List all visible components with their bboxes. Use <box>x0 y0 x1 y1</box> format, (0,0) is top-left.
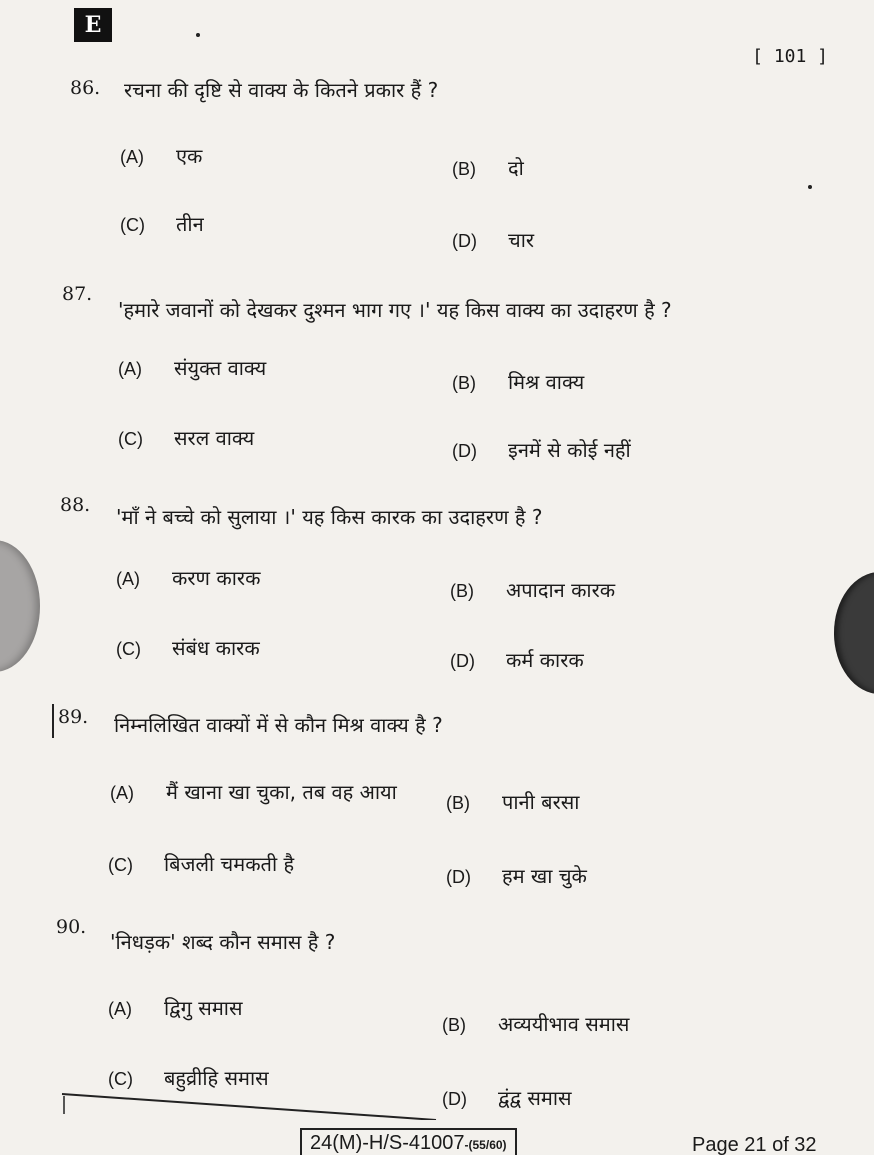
question-text: 'हमारे जवानों को देखकर दुश्मन भाग गए ।' यह किस वाक्य का उदाहरण है ? <box>118 298 672 322</box>
question-text: 'माँ ने बच्चे को सुलाया ।' यह किस कारक का उदाहरण है ? <box>116 505 543 529</box>
option-label: (C) <box>120 215 145 235</box>
option-a <box>116 564 260 591</box>
option-c <box>108 850 294 877</box>
page-code: [ 101 ] <box>752 46 828 67</box>
option-text: कर्म कारक <box>506 648 584 672</box>
option-text: संबंध कारक <box>172 636 260 660</box>
question-number: 90. <box>56 916 87 938</box>
option-label: (B) <box>442 1015 466 1035</box>
option-text: तीन <box>176 212 204 236</box>
set-code-badge: E <box>74 8 112 42</box>
option-b <box>452 154 524 181</box>
option-c <box>118 424 254 451</box>
option-c <box>120 210 204 237</box>
option-label: (D) <box>446 867 471 887</box>
option-c <box>116 634 260 661</box>
question-number: 86. <box>70 77 101 99</box>
option-text: हम खा चुके <box>502 864 587 888</box>
option-text: अपादान कारक <box>506 578 616 602</box>
binder-hole-left <box>0 540 40 672</box>
option-label: (A) <box>108 999 132 1019</box>
option-text: दो <box>508 156 524 180</box>
option-label: (A) <box>116 569 140 589</box>
option-text: चार <box>508 228 535 252</box>
option-text: बहुव्रीहि समास <box>164 1066 269 1090</box>
option-text: पानी बरसा <box>502 790 580 814</box>
option-label: (D) <box>452 441 477 461</box>
option-label: (A) <box>120 147 144 167</box>
option-label: (B) <box>452 159 476 179</box>
speck <box>196 33 200 37</box>
option-b <box>442 1010 629 1037</box>
option-d <box>446 862 587 889</box>
question-number: 88. <box>60 494 91 516</box>
option-text: एक <box>176 144 203 168</box>
binder-hole-right <box>834 572 874 694</box>
option-text: अव्ययीभाव समास <box>498 1012 630 1036</box>
option-text: इनमें से कोई नहीं <box>508 438 631 462</box>
option-a <box>118 354 266 381</box>
option-text: द्वंद्व समास <box>498 1086 572 1110</box>
question-text: 'निधड़क' शब्द कौन समास है ? <box>110 930 336 954</box>
paper-code-suffix: -(55/60) <box>464 1138 507 1152</box>
option-text: मैं खाना खा चुका, तब वह आया <box>166 780 397 804</box>
option-d <box>442 1084 572 1111</box>
margin-mark <box>52 704 54 738</box>
page-number: Page 21 of 32 <box>692 1134 817 1155</box>
option-label: (B) <box>446 793 470 813</box>
option-label: (B) <box>450 581 474 601</box>
question-text: निम्नलिखित वाक्यों में से कौन मिश्र वाक्य है ? <box>114 713 443 737</box>
option-a <box>120 142 202 169</box>
option-label: (C) <box>118 429 143 449</box>
option-label: (C) <box>108 855 133 875</box>
paper-code-main: 24(M)-H/S-41007 <box>310 1132 465 1154</box>
option-label: (A) <box>118 359 142 379</box>
option-label: (D) <box>452 231 477 251</box>
option-b <box>446 788 579 815</box>
option-a <box>110 778 397 805</box>
option-b <box>450 576 615 603</box>
option-label: (A) <box>110 783 134 803</box>
option-d <box>452 226 534 253</box>
question-number: 89. <box>58 706 89 728</box>
option-text: संयुक्त वाक्य <box>174 356 267 380</box>
option-label: (C) <box>108 1069 133 1089</box>
option-text: सरल वाक्य <box>174 426 255 450</box>
option-label: (C) <box>116 639 141 659</box>
speck <box>808 185 812 189</box>
option-text: द्विगु समास <box>164 996 243 1020</box>
option-b <box>452 368 584 395</box>
option-a <box>108 994 242 1021</box>
question-number: 87. <box>62 283 93 305</box>
option-label: (D) <box>450 651 475 671</box>
option-text: करण कारक <box>172 566 261 590</box>
option-text: बिजली चमकती है <box>164 852 295 876</box>
paper-code <box>300 1128 517 1155</box>
option-text: मिश्र वाक्य <box>508 370 585 394</box>
option-label: (D) <box>442 1089 467 1109</box>
option-d <box>450 646 584 673</box>
option-d <box>452 436 631 463</box>
option-label: (B) <box>452 373 476 393</box>
question-text: रचना की दृष्टि से वाक्य के कितने प्रकार हैं ? <box>124 78 439 102</box>
footer-rule <box>60 1080 440 1120</box>
